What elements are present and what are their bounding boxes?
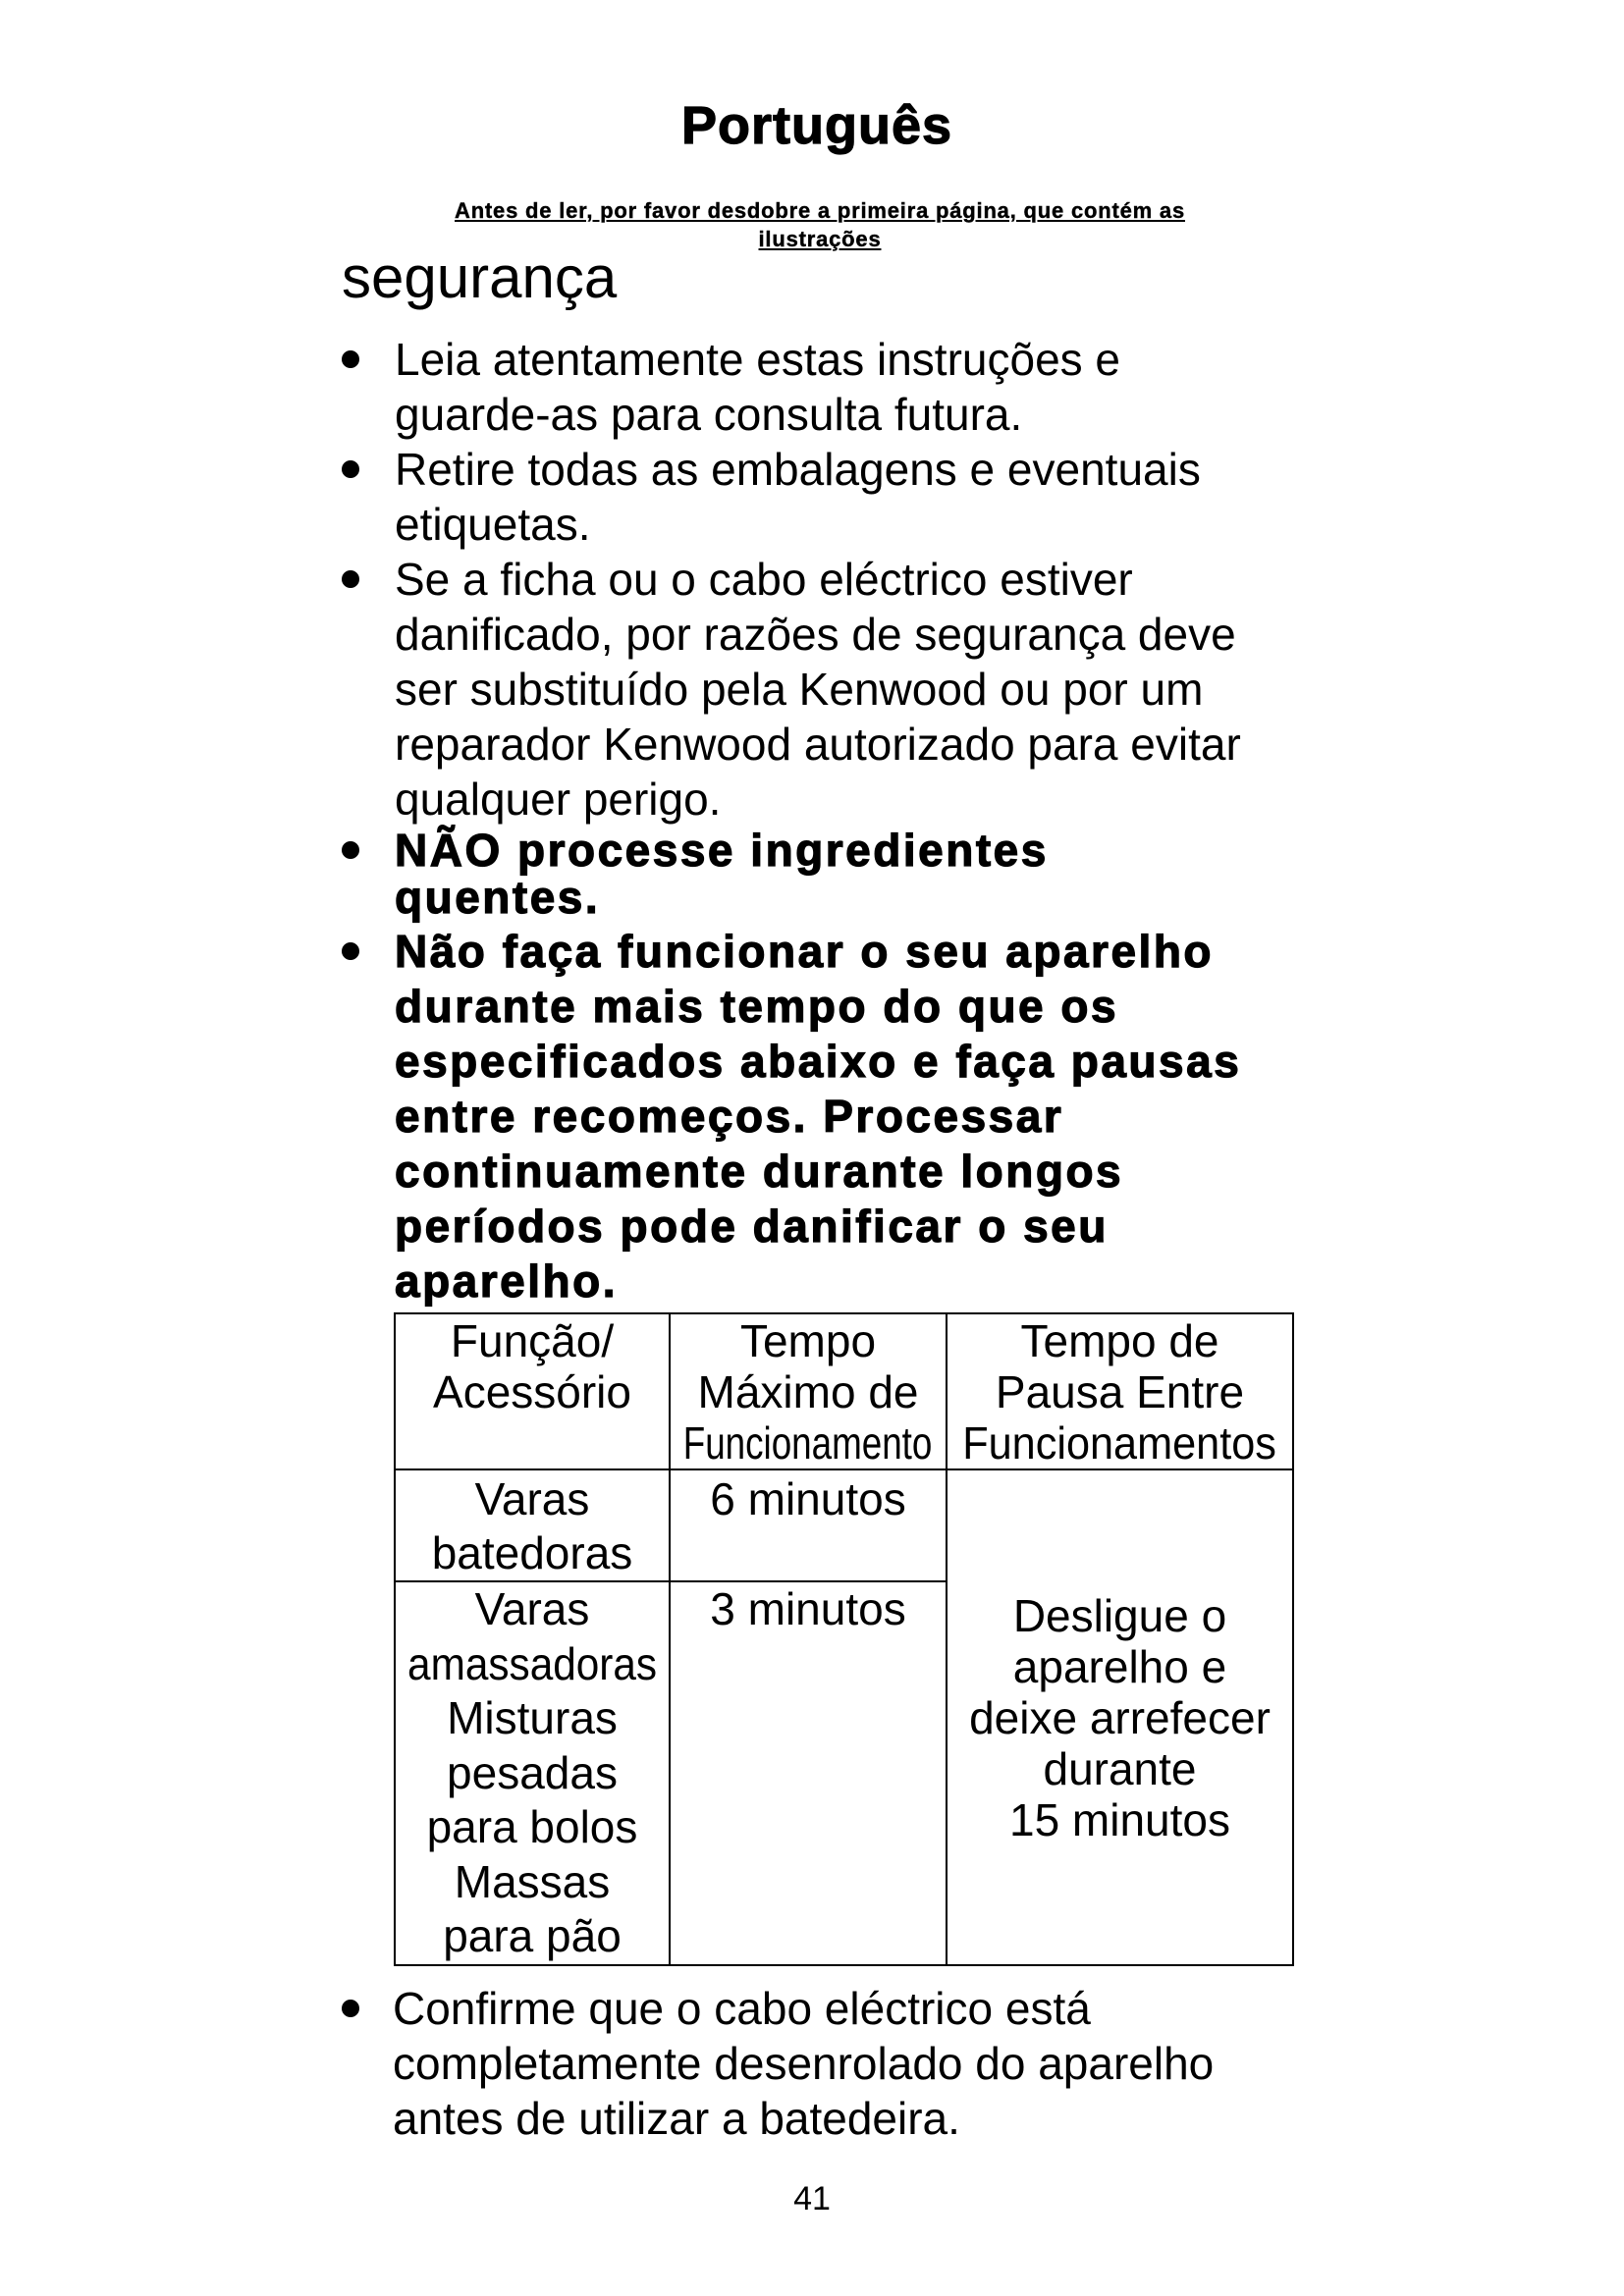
cell-line: Função/ xyxy=(450,1315,615,1366)
cell-line: 6 minutos xyxy=(710,1473,906,1524)
cell-line: Massas xyxy=(454,1855,611,1907)
bullet-line: Se a ficha ou o cabo eléctrico estiver xyxy=(395,554,1133,605)
bullet-icon xyxy=(342,570,359,588)
cell-line: para bolos xyxy=(426,1801,638,1852)
cell-line: Máximo de xyxy=(697,1366,919,1417)
bullet-line: completamente desenrolado do aparelho xyxy=(393,2038,1215,2089)
bullet-icon xyxy=(342,942,359,960)
cell-line xyxy=(396,1637,669,1692)
notice-line xyxy=(395,196,1245,225)
page-number: 41 xyxy=(793,2180,831,2217)
cell-line: Desligue o xyxy=(1012,1589,1227,1641)
cell-line: Varas xyxy=(474,1583,590,1634)
table-header-cell-max-time xyxy=(671,1314,946,1468)
notice-line-text: ilustrações xyxy=(758,227,882,251)
bullet-line: Não faça funcionar o seu aparelho xyxy=(395,926,1215,977)
cell-line: batedoras xyxy=(431,1527,633,1578)
bullet-line: especificados abaixo e faça pausas xyxy=(395,1036,1242,1087)
cell-line: para pão xyxy=(443,1910,622,1961)
page-title: Português xyxy=(680,96,953,155)
bullet-line: NÃO processe ingredientes xyxy=(395,825,1049,876)
cell-line: aparelho e xyxy=(1012,1640,1227,1692)
bullet-line: entre recomeços. Processar xyxy=(395,1091,1064,1142)
cell-line: Tempo de xyxy=(1020,1315,1219,1366)
bullet-line: Confirme que o cabo eléctrico está xyxy=(393,1983,1091,2034)
cell-line: Varas xyxy=(474,1473,590,1524)
bullet-line: antes de utilizar a batedeira. xyxy=(393,2093,960,2144)
safety-bullet-item xyxy=(395,827,1049,921)
notice-line-text: Antes de ler, por favor desdobre a primeira página, que contém as xyxy=(455,198,1185,223)
table-cell-max-time xyxy=(671,1470,946,1580)
safety-bullet-item xyxy=(395,332,1241,442)
cell-line xyxy=(671,1417,946,1468)
bullet-icon xyxy=(342,2000,359,2017)
safety-warning xyxy=(395,924,1241,1308)
cell-line xyxy=(947,1417,1292,1468)
safety-bullet-item xyxy=(395,442,1241,552)
safety-bullet-item xyxy=(393,1981,1214,2146)
table-cell-pause-time xyxy=(947,1470,1292,1964)
cell-line: 15 minutos xyxy=(1008,1793,1230,1845)
cell-line: pesadas xyxy=(447,1746,618,1798)
table-cell-max-time xyxy=(671,1582,946,1964)
bullet-line: aparelho. xyxy=(395,1255,619,1307)
section-title: segurança xyxy=(342,244,618,310)
cell-line-text: amassadoras xyxy=(406,1637,658,1689)
bullet-line: durante mais tempo do que os xyxy=(395,981,1119,1032)
bullet-line: Leia atentamente estas instruções e xyxy=(395,334,1121,385)
cell-line: Acessório xyxy=(433,1366,631,1417)
operating-time-table xyxy=(394,1312,1294,1966)
safety-bullet-item xyxy=(395,924,1241,1308)
bullet-line: etiquetas. xyxy=(395,499,591,550)
table-header-cell-function xyxy=(396,1314,669,1468)
bullet-icon xyxy=(342,841,359,859)
bullet-line: danificado, por razões de segurança deve xyxy=(395,609,1236,660)
bullet-line: quentes. xyxy=(395,872,601,923)
cell-line: durante xyxy=(1043,1742,1197,1794)
bullet-line: ser substituído pela Kenwood ou por um xyxy=(395,664,1204,715)
bullet-icon xyxy=(342,350,359,368)
cell-line: Tempo xyxy=(739,1315,877,1366)
bullet-line: períodos pode danificar o seu xyxy=(395,1201,1109,1252)
table-cell-function xyxy=(396,1470,669,1580)
cell-line: Pausa Entre xyxy=(995,1366,1245,1417)
safety-list-continued xyxy=(393,1981,1214,2146)
cell-line-text: Funcionamento xyxy=(683,1417,933,1468)
bullet-line: qualquer perigo. xyxy=(395,774,722,825)
bullet-icon xyxy=(342,460,359,478)
cell-line: deixe arrefecer xyxy=(969,1691,1271,1743)
table-cell-function xyxy=(396,1582,669,1964)
bullet-line: guarde-as para consulta futura. xyxy=(395,389,1023,440)
table-header-cell-pause-time xyxy=(947,1314,1292,1468)
cell-line: 3 minutos xyxy=(710,1583,906,1634)
safety-list xyxy=(395,332,1241,827)
cell-line: Misturas xyxy=(447,1692,618,1743)
safety-warning xyxy=(395,827,1049,921)
bullet-line: continuamente durante longos xyxy=(395,1146,1124,1197)
bullet-line: Retire todas as embalagens e eventuais xyxy=(395,444,1201,495)
safety-bullet-item xyxy=(395,552,1241,827)
cell-line-text: Funcionamentos xyxy=(962,1417,1277,1468)
bullet-line: reparador Kenwood autorizado para evitar xyxy=(395,719,1241,770)
